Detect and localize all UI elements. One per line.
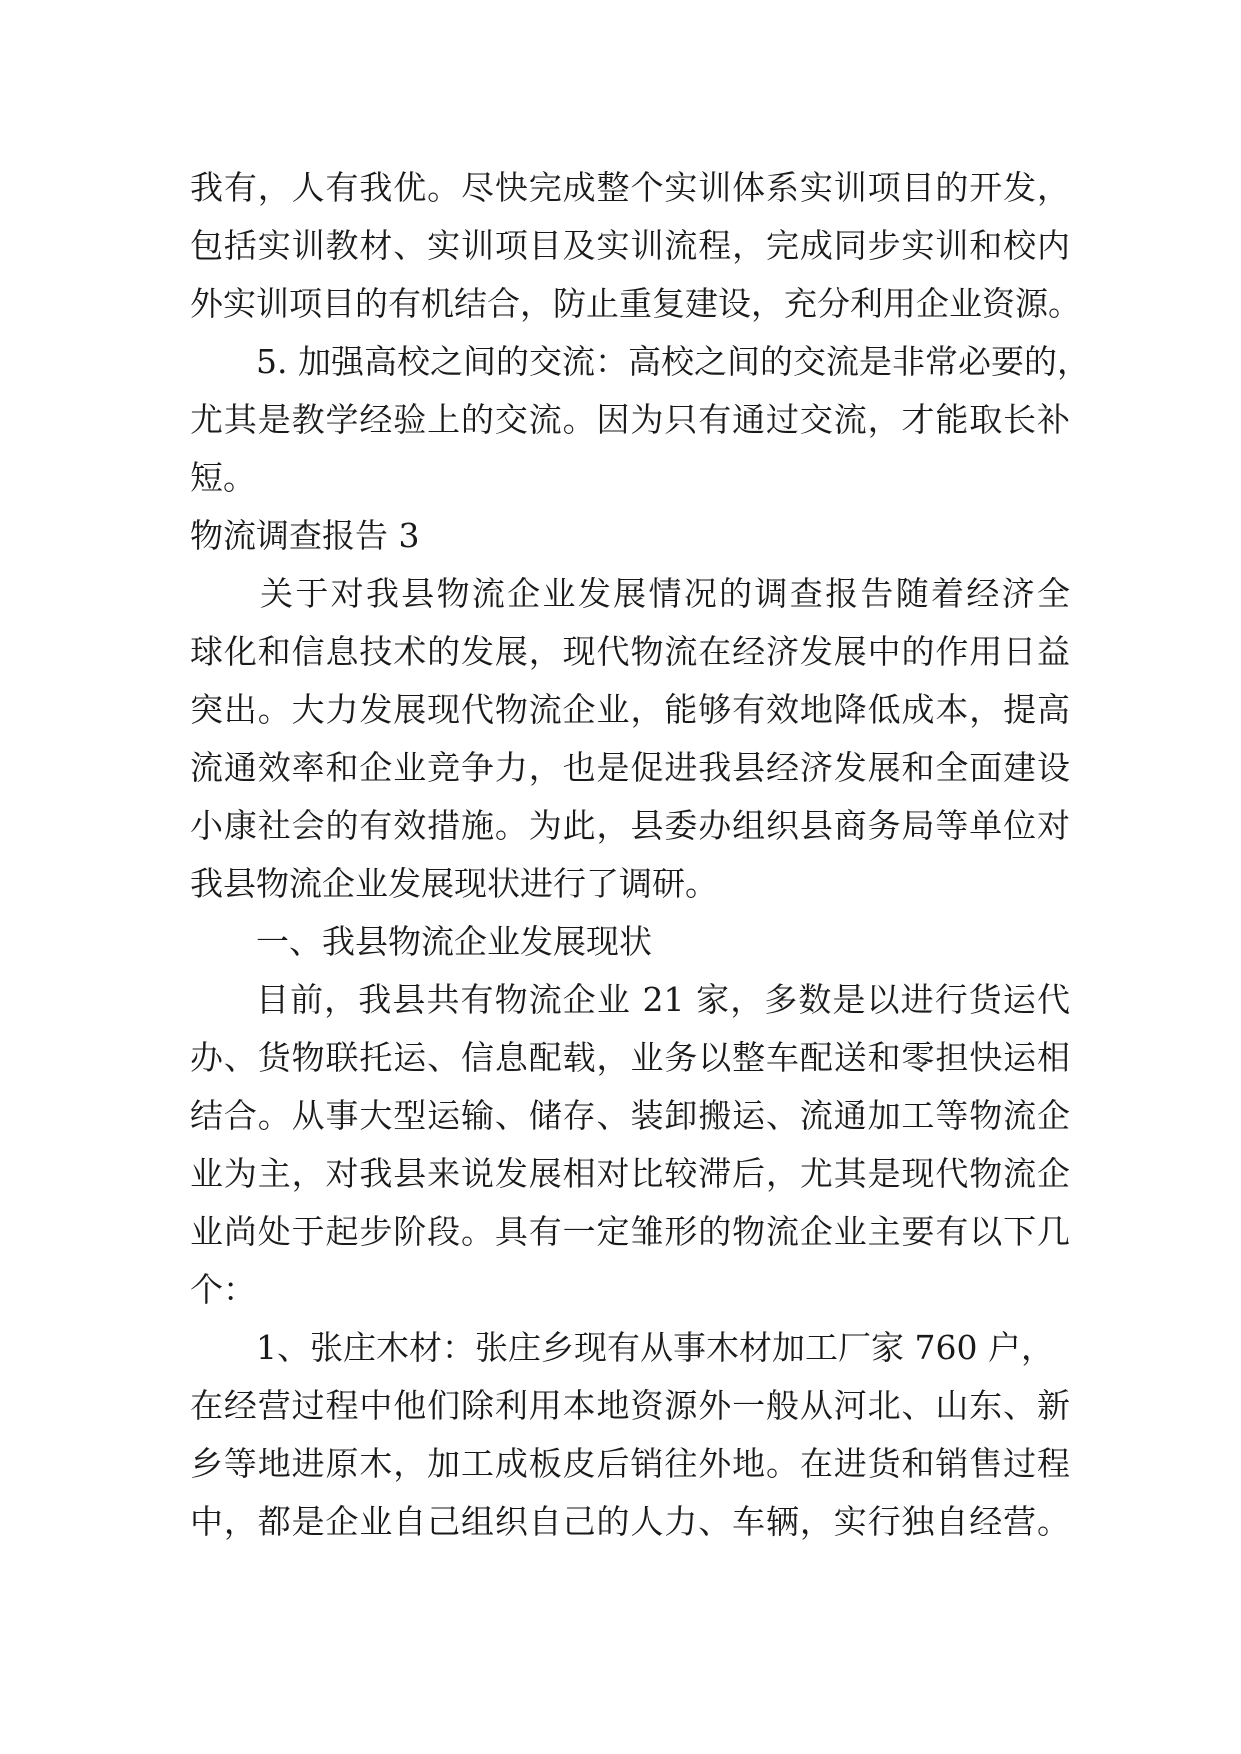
text-line: 1、张庄木材：张庄乡现有从事木材加工厂家 760 户，: [256, 1328, 1054, 1367]
text-line: 我县物流企业发展现状进行了调研。: [190, 864, 718, 903]
text-line: 乡等地进原木，加工成板皮后销往外地。在进货和销售过程: [190, 1444, 1070, 1483]
text-line: 目前，我县共有物流企业 21 家，多数是以进行货运代: [256, 980, 1070, 1019]
text-line: 5. 加强高校之间的交流：高校之间的交流是非常必要的，: [256, 342, 1090, 381]
text-line: 结合。从事大型运输、储存、装卸搬运、流通加工等物流企: [190, 1096, 1070, 1135]
text-line: 小康社会的有效措施。为此，县委办组织县商务局等单位对: [190, 806, 1070, 845]
text-line: 中，都是企业自己组织自己的人力、车辆，实行独自经营。: [190, 1502, 1070, 1541]
text-line: 外实训项目的有机结合，防止重复建设，充分利用企业资源。: [190, 284, 1081, 323]
text-line: 业为主，对我县来说发展相对比较滞后，尤其是现代物流企: [190, 1154, 1070, 1193]
text-line: 关于对我县物流企业发展情况的调查报告随着经济全: [260, 574, 1070, 613]
subheading: 一、我县物流企业发展现状: [256, 922, 652, 961]
text-line: 流通效率和企业竞争力，也是促进我县经济发展和全面建设: [190, 748, 1070, 787]
text-line: 包括实训教材、实训项目及实训流程，完成同步实训和校内: [190, 226, 1070, 265]
text-line: 在经营过程中他们除利用本地资源外一般从河北、山东、新: [190, 1386, 1070, 1425]
text-line: 短。: [190, 458, 256, 497]
text-line: 业尚处于起步阶段。具有一定雏形的物流企业主要有以下几: [190, 1212, 1070, 1251]
text-line: 球化和信息技术的发展，现代物流在经济发展中的作用日益: [190, 632, 1070, 671]
section-title: 物流调查报告 3: [190, 516, 420, 555]
text-line: 个：: [190, 1270, 256, 1309]
text-line: 尤其是教学经验上的交流。因为只有通过交流，才能取长补: [190, 400, 1070, 439]
text-line: 我有，人有我优。尽快完成整个实训体系实训项目的开发，: [190, 168, 1070, 207]
text-line: 突出。大力发展现代物流企业，能够有效地降低成本，提高: [190, 690, 1070, 729]
text-line: 办、货物联托运、信息配载，业务以整车配送和零担快运相: [190, 1038, 1070, 1077]
